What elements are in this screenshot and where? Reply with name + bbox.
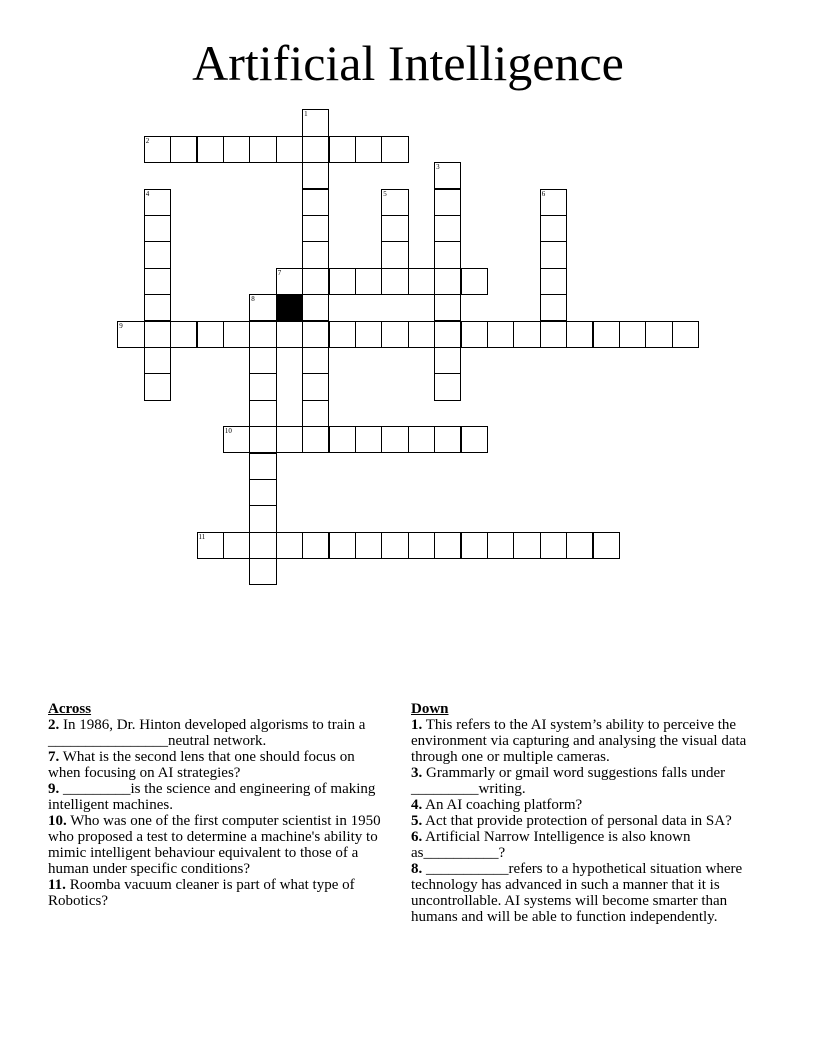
grid-cell[interactable] (540, 268, 567, 295)
clue-text: This refers to the AI system’s ability to perceive the environment via capturing and analysing the visual data through one or multiple cameras. (411, 717, 747, 765)
across-clue (48, 813, 388, 877)
grid-cell[interactable] (381, 136, 408, 163)
grid-cell[interactable] (249, 136, 276, 163)
clue-number-label: 5. (411, 813, 423, 829)
clue-number: 9 (119, 321, 123, 330)
grid-cell[interactable] (302, 189, 329, 216)
grid-cell[interactable] (276, 136, 303, 163)
clue-number: 10 (224, 427, 232, 436)
grid-cell[interactable] (302, 532, 329, 559)
clue-text: Act that provide protection of personal data in SA? (422, 813, 732, 829)
clue-text: In 1986, Dr. Hinton developed algorisms to train a ________________neutral network. (48, 717, 366, 749)
grid-cell[interactable] (355, 136, 382, 163)
grid-cell[interactable] (355, 321, 382, 348)
grid-cell[interactable] (249, 558, 276, 585)
grid-cell[interactable] (566, 532, 593, 559)
grid-cell[interactable] (355, 532, 382, 559)
grid-cell[interactable] (434, 241, 461, 268)
clue-number-label: 6. (411, 829, 423, 845)
grid-cell[interactable] (540, 241, 567, 268)
grid-cell[interactable] (434, 215, 461, 242)
grid-cell[interactable] (434, 162, 461, 189)
grid-cell[interactable] (197, 321, 224, 348)
grid-cell[interactable] (249, 347, 276, 374)
grid-cell[interactable] (302, 347, 329, 374)
grid-cell[interactable] (381, 268, 408, 295)
grid-cell[interactable] (170, 136, 197, 163)
grid-cell[interactable] (381, 189, 408, 216)
clue-number: 5 (383, 189, 387, 198)
clue-text: ___________refers to a hypothetical situation where technology has advanced in such a manner that it is uncontrollable. AI systems will become smarter than humans and will be able to function independently. (411, 861, 743, 925)
clue-number-label: 1. (411, 717, 423, 733)
across-clues (48, 701, 388, 909)
grid-cell[interactable] (487, 532, 514, 559)
grid-cell[interactable] (461, 426, 488, 453)
grid-cell[interactable] (302, 426, 329, 453)
grid-cell[interactable] (276, 321, 303, 348)
grid-cell[interactable] (329, 532, 356, 559)
grid-cell[interactable] (381, 321, 408, 348)
grid-cell[interactable] (434, 373, 461, 400)
grid-cell[interactable] (434, 532, 461, 559)
grid-cell[interactable] (197, 136, 224, 163)
grid-cell[interactable] (170, 321, 197, 348)
clue-text: Artificial Narrow Intelligence is also known as__________? (411, 829, 691, 861)
grid-cell[interactable] (672, 321, 699, 348)
across-heading: Across (48, 701, 92, 717)
grid-cell[interactable] (540, 532, 567, 559)
grid-cell[interactable] (329, 268, 356, 295)
clue-text: Who was one of the first computer scientist in 1950 who proposed a test to determine a machine's ability to mimic intelligent behaviour equivalent to those of a human under specific conditions? (48, 813, 381, 877)
grid-cell[interactable] (593, 532, 620, 559)
grid-cell[interactable] (329, 136, 356, 163)
grid-cell[interactable] (117, 321, 144, 348)
grid-cell[interactable] (513, 321, 540, 348)
grid-cell[interactable] (540, 189, 567, 216)
grid-cell[interactable] (302, 215, 329, 242)
clue-number: 2 (145, 136, 150, 145)
down-clue (411, 813, 771, 829)
grid-cell[interactable] (408, 268, 435, 295)
clue-number: 11 (198, 532, 206, 541)
down-clue (411, 797, 771, 813)
across-clue-list (48, 717, 388, 909)
clue-number: 1 (304, 110, 308, 119)
clue-number: 4 (145, 189, 150, 198)
grid-cell[interactable] (461, 532, 488, 559)
down-clue (411, 861, 771, 925)
clue-number-label: 7. (48, 749, 60, 765)
down-clues (411, 701, 771, 925)
grid-cell[interactable] (223, 426, 250, 453)
grid-cell[interactable] (223, 321, 250, 348)
grid-cell[interactable] (540, 321, 567, 348)
across-clue (48, 717, 388, 749)
clue-number-label: 8. (411, 861, 423, 877)
grid-cell[interactable] (355, 426, 382, 453)
grid-cell[interactable] (249, 505, 276, 532)
grid-cell[interactable] (434, 347, 461, 374)
clue-number: 8 (251, 295, 255, 304)
grid-cell[interactable] (434, 321, 461, 348)
grid-cell[interactable] (645, 321, 672, 348)
grid-cell[interactable] (276, 532, 303, 559)
grid-cell[interactable] (381, 426, 408, 453)
grid-cell[interactable] (302, 162, 329, 189)
grid-cell[interactable] (329, 426, 356, 453)
grid-cell[interactable] (381, 241, 408, 268)
grid-cell[interactable] (408, 532, 435, 559)
grid-cell[interactable] (302, 321, 329, 348)
grid-cell[interactable] (144, 215, 171, 242)
grid-cell[interactable] (249, 400, 276, 427)
grid-cell[interactable] (144, 294, 171, 321)
grid-cell[interactable] (249, 532, 276, 559)
clue-number-label: 11. (48, 877, 66, 893)
grid-cell[interactable] (540, 215, 567, 242)
down-clue (411, 829, 771, 861)
grid-cell[interactable] (566, 321, 593, 348)
clue-text: _________is the science and engineering of making intelligent machines. (48, 781, 376, 813)
grid-cell[interactable] (276, 426, 303, 453)
grid-cell[interactable] (144, 347, 171, 374)
page-title: Artificial Intelligence (192, 35, 624, 91)
grid-cell[interactable] (408, 426, 435, 453)
grid-cell[interactable] (249, 453, 276, 480)
clue-number: 7 (277, 268, 282, 277)
grid-cell[interactable] (144, 241, 171, 268)
grid-cell[interactable] (487, 321, 514, 348)
clue-number: 3 (436, 163, 440, 172)
clue-number-label: 4. (411, 797, 423, 813)
grid-cell[interactable] (461, 321, 488, 348)
grid-cell[interactable] (381, 532, 408, 559)
grid-cell[interactable] (513, 532, 540, 559)
across-clue (48, 781, 388, 813)
clue-number: 6 (541, 189, 546, 198)
across-clue (48, 749, 388, 781)
clue-number-label: 9. (48, 781, 60, 797)
grid-cell[interactable] (302, 400, 329, 427)
grid-cell[interactable] (434, 294, 461, 321)
clue-number-label: 2. (48, 717, 60, 733)
grid-cell[interactable] (434, 268, 461, 295)
clue-text: An AI coaching platform? (422, 797, 583, 813)
grid-cell[interactable] (223, 136, 250, 163)
clue-number-label: 3. (411, 765, 423, 781)
grid-cell[interactable] (408, 321, 435, 348)
down-heading: Down (411, 701, 449, 717)
grid-cell[interactable] (461, 268, 488, 295)
grid-cell[interactable] (329, 321, 356, 348)
grid-cell[interactable] (144, 268, 171, 295)
grid-cell[interactable] (249, 479, 276, 506)
grid-cell[interactable] (223, 532, 250, 559)
clue-text: Roomba vacuum cleaner is part of what type of Robotics? (48, 877, 355, 909)
grid-cell[interactable] (249, 321, 276, 348)
grid-cell[interactable] (434, 426, 461, 453)
down-clue (411, 717, 771, 765)
grid-cell[interactable] (144, 136, 171, 163)
grid-cell[interactable] (144, 321, 171, 348)
grid-cell[interactable] (249, 426, 276, 453)
grid-cell[interactable] (197, 532, 224, 559)
clue-text: What is the second lens that one should focus on when focusing on AI strategies? (48, 749, 355, 781)
down-clue-list (411, 717, 771, 925)
down-clue (411, 765, 771, 797)
grid-cell[interactable] (593, 321, 620, 348)
grid-cell[interactable] (619, 321, 646, 348)
grid-cell[interactable] (540, 294, 567, 321)
grid-cell[interactable] (381, 215, 408, 242)
grid-cell[interactable] (302, 241, 329, 268)
grid-cell[interactable] (144, 373, 171, 400)
grid-cell[interactable] (302, 373, 329, 400)
grid-cell[interactable] (302, 136, 329, 163)
grid-cell[interactable] (434, 189, 461, 216)
grid-cell[interactable] (302, 268, 329, 295)
clue-number-label: 10. (48, 813, 67, 829)
across-clue (48, 877, 388, 909)
grid-cell[interactable] (355, 268, 382, 295)
grid-cell[interactable] (249, 373, 276, 400)
grid-cell[interactable] (302, 109, 329, 136)
clue-text: Grammarly or gmail word suggestions falls under _________writing. (411, 765, 726, 797)
block-cell (276, 294, 303, 321)
grid-cell[interactable] (144, 189, 171, 216)
grid-cell[interactable] (276, 268, 303, 295)
grid-cell[interactable] (302, 294, 329, 321)
grid-cell[interactable] (249, 294, 276, 321)
